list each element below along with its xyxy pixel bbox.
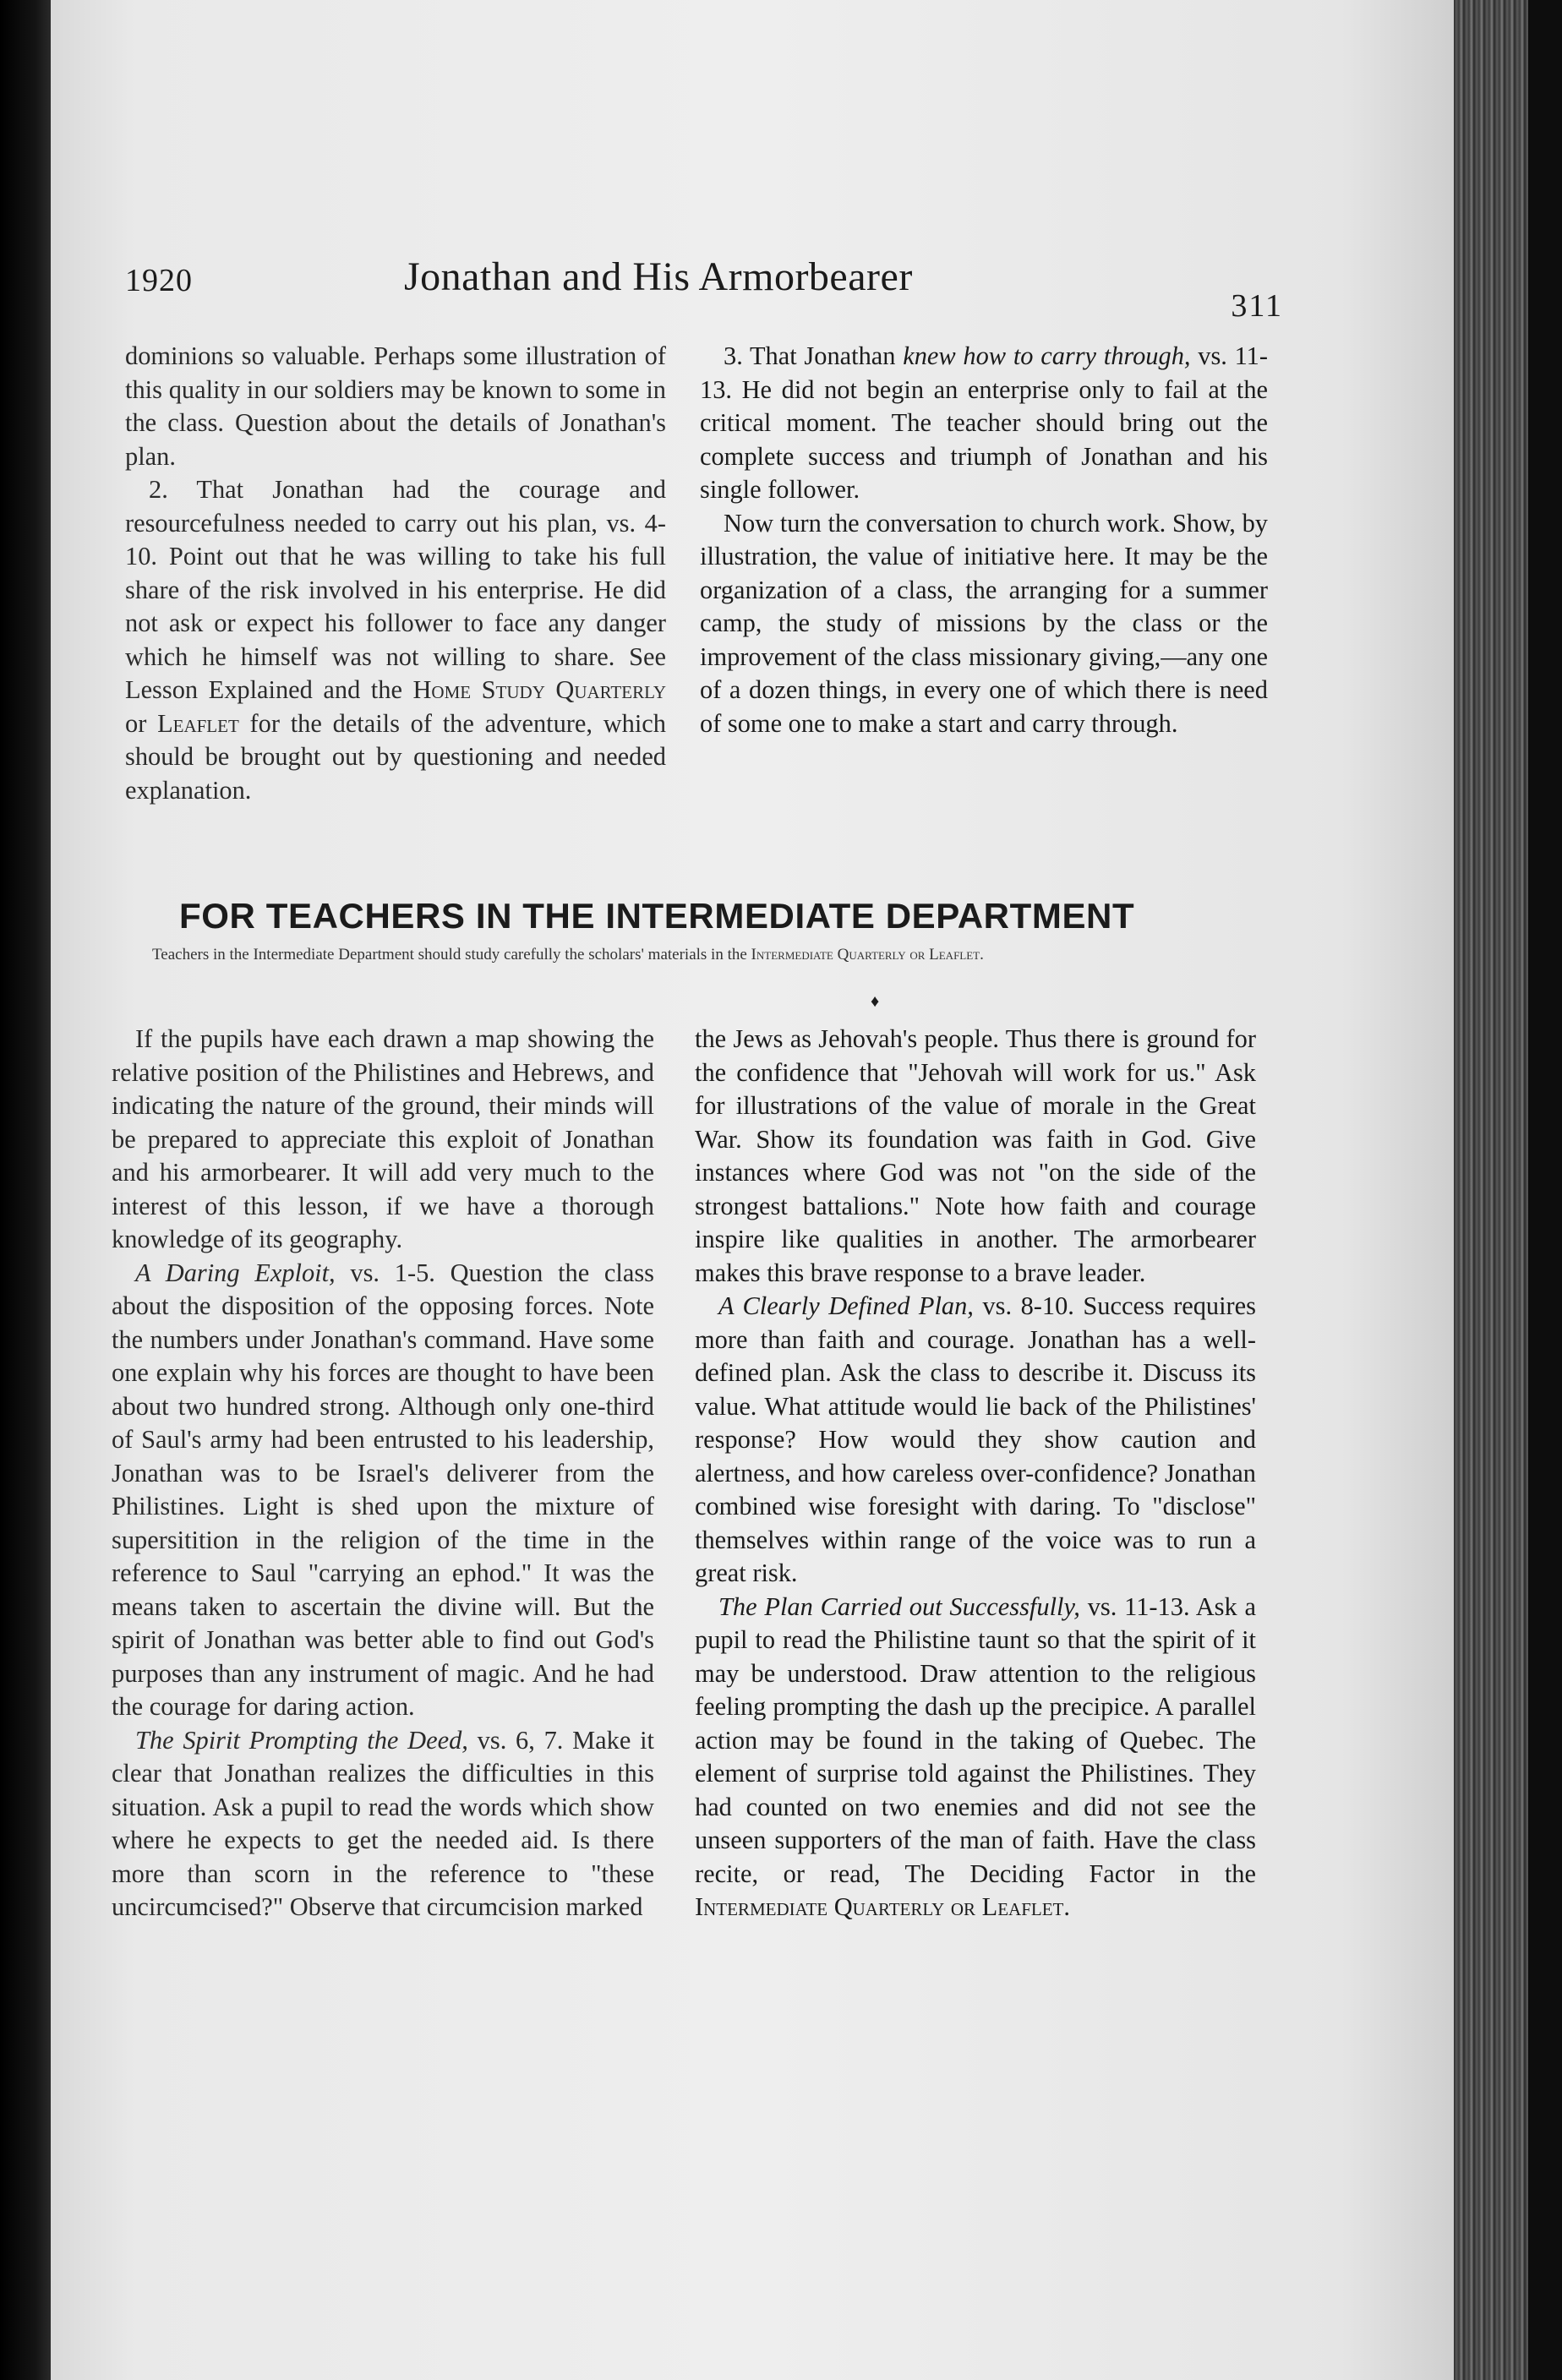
paragraph: 2. That Jonathan had the courage and resourcefulness needed to carry out his plan, vs. 4-10. Point out that he was willing to take his full share of the risk involved in his enterprise. He did not ask or expect his follower to face any danger which he himself was not willing to share. See Lesson Explained and the Home Study Quarterly or Leaflet for the details of the adventure, which should be brought out by questioning and needed explanation. <box>125 475 666 805</box>
section-note: Teachers in the Intermediate Department should study carefully the scholars' materials in the Intermediate Quarterly or Leaflet. <box>152 946 984 963</box>
section-heading: FOR TEACHERS IN THE INTERMEDIATE DEPARTMENT <box>179 896 1135 936</box>
paragraph: the Jews as Jehovah's people. Thus there is ground for the confidence that "Jehovah will work for us." Ask for illustrations of the value of morale in the Great War. Show its foundation was faith in God. Give instances where God was not "on the side of the strongest battalions." Note how faith and courage inspire like qualities in another. The armorbearer makes this brave response to a brave leader. <box>695 1024 1256 1287</box>
header-year: 1920 <box>125 263 193 298</box>
paragraph: The Plan Carried out Successfully, vs. 11-13. Ask a pupil to read the Philistine taunt so that the spirit of it may be understood. Draw attention to the religious feeling prompting the dash up the precipice. A parallel action may be found in the taking of Quebec. The element of surprise told against the Philistines. They had counted on two enemies and did not see the unseen supporters of the man of faith. Have the class recite, or read, The Deciding Factor in the Intermediate Quarterly or Leaflet. <box>695 1591 1256 1921</box>
paragraph: 3. That Jonathan knew how to carry through, vs. 11-13. He did not begin an enterprise only to fail at the critical moment. The teacher should bring out the complete success and triumph of Jonathan and his single follower. <box>700 341 1268 504</box>
publication-name: Home Study Quarterly <box>412 675 666 704</box>
publication-name: Leaflet <box>157 708 239 738</box>
paragraph: dominions so valuable. Perhaps some illustration of this quality in our soldiers may be known to some in the class. Question about the details of Jonathan's plan. <box>125 341 666 471</box>
paragraph-heading: The Plan Carried out Successfully, <box>718 1591 1080 1621</box>
paragraph: The Spirit Prompting the Deed, vs. 6, 7. Make it clear that Jonathan realizes the difficulties in this situation. Ask a pupil to read the words which show where he expects to get the needed aid. Is there more than scorn in the reference to "these uncircumcised?" Observe that circumcision marked <box>112 1725 654 1921</box>
paragraph: A Clearly Defined Plan, vs. 8-10. Success requires more than faith and courage. Jonathan has a well-defined plan. Ask the class to describe it. Discuss its value. What attitude would lie back of the Philistines' response? How would they show caution and alertness, and how careless over-confidence? Jonathan combined wise foresight with daring. To "disclose" themselves within range of the voice was to run a great risk. <box>695 1291 1256 1587</box>
bottom-left-column <box>112 1023 654 1924</box>
top-right-column <box>700 340 1268 740</box>
paragraph-heading: A Daring Exploit, <box>135 1258 336 1287</box>
bottom-right-column <box>695 1023 1256 1924</box>
book-page-edge <box>1454 0 1562 2380</box>
paragraph: If the pupils have each drawn a map showing the relative position of the Philistines and Hebrews, and indicating the nature of the ground, their minds will be prepared to appreciate this exploit of Jonathan and his armorbearer. It will add very much to the interest of this lesson, if we have a thorough knowledge of its geography. <box>112 1024 654 1253</box>
emphasis: knew how to carry through, <box>903 341 1191 370</box>
paragraph-heading: The Spirit Prompting the Deed, <box>135 1725 468 1755</box>
page-number: 311 <box>1231 288 1283 324</box>
paragraph-heading: A Clearly Defined Plan, <box>718 1291 974 1320</box>
running-header <box>125 254 1283 324</box>
header-title: Jonathan and His Armorbearer <box>404 254 913 299</box>
publication-name: Intermediate Quarterly or Leaflet <box>751 946 980 963</box>
publication-name: Intermediate Quarterly or Leaflet <box>695 1892 1064 1921</box>
scan-left-margin <box>0 0 51 2380</box>
ornament-icon: ♦ <box>871 992 880 1011</box>
paragraph: A Daring Exploit, vs. 1-5. Question the class about the disposition of the opposing forces. Note the numbers under Jonathan's command. Have some one explain why his forces are thought to have been about two hundred strong. Although only one-third of Saul's army had been entrusted to his leadership, Jonathan was to be Israel's deliverer from the Philistines. Light is shed upon the mixture of supersitition in the religion of the time in the reference to Saul "carrying an ephod." It was the means taken to ascertain the divine will. But the spirit of Jonathan was better able to find out God's purposes than any instrument of magic. And he had the courage for daring action. <box>112 1258 655 1721</box>
paragraph: Now turn the conversation to church work. Show, by illustration, the value of initiative here. It may be the organization of a class, the arranging for a summer camp, the study of missions by the class or the improvement of the class missionary giving,—any one of a dozen things, in every one of which there is need of some one to make a start and carry through. <box>700 508 1268 738</box>
top-left-column <box>125 340 666 807</box>
